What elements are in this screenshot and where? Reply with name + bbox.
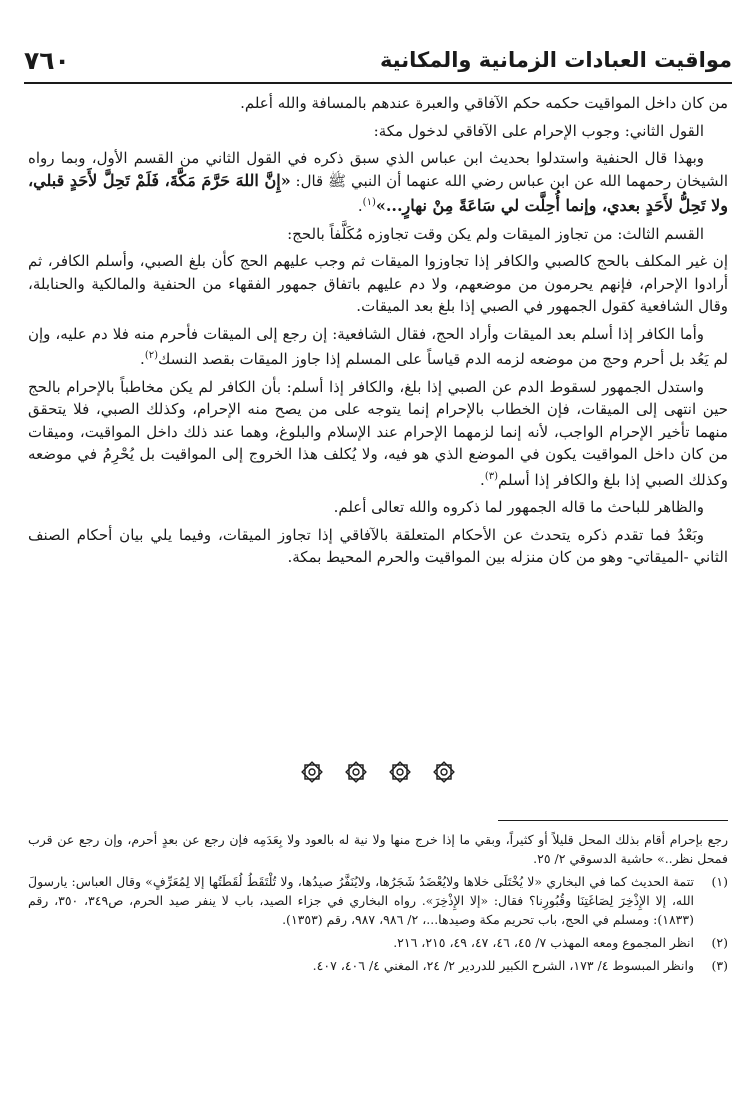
paragraph-9: وبَعْدُ فما تقدم ذكره يتحدث عن الأحكام المتعلقة بالآفاقي إذا تجاوز الميقات، وفيما يلي بيان أحكام الصنف الثاني -الميقاتي- وهو من كان منزله بين المواقيت والحرم المحيط بمكة. bbox=[28, 525, 728, 566]
paragraph-5: إن غير المكلف بالحج كالصبي والكافر إذا تجاوزوا الميقات ثم وجب عليهم الحج كأن بلغ الصبي، وأسلم الكافر، ثم أرادوا الإحرام، فإنهم يحرمون من موضعهم، ولا دم عليهم باتفاق جمهور الفقهاء من الحنفية والمالكية والحنابلة، وقال الشافعية كقول الجمهور في الصبي إذا بلغ بعد الميقات. bbox=[28, 252, 728, 315]
paragraph-7-end: . bbox=[480, 470, 485, 489]
paragraph-8: والظاهر للباحث ما قاله الجمهور لما ذكروه والله تعالى أعلم. bbox=[333, 498, 704, 516]
footnote-item bbox=[28, 872, 728, 929]
footnote-continuation: رجع بإحرام أقام بذلك المحل قليلاً أو كثيراً، وبقي ما إذا خرج منها ولا نية له بالعود ولا بِعَدَمِه فإن رجع عن بعدٍ أحرم، وإن رجع عن قرب فمحل نظر..» حاشية الدسوقي ٢/ ٢٥. bbox=[28, 832, 728, 866]
footnote-number: (٢) bbox=[711, 935, 728, 950]
paragraph-2: القول الثاني: وجوب الإحرام على الآفاقي لدخول مكة: bbox=[373, 121, 704, 140]
paragraph-7 bbox=[28, 376, 728, 492]
footnote-item bbox=[28, 933, 728, 952]
footnote-divider bbox=[498, 820, 728, 821]
paragraph-6-text: وأما الكافر إذا أسلم بعد الميقات وأراد الحج، فقال الشافعية: إن رجع إلى الميقات فأحرم منه فلا دم عليه، وإن لم يَعُد بل أحرم وحج من موضعه لزمه الدم قياساً على المسلم إذا جاوز الميقات بقصد النسك bbox=[28, 324, 728, 368]
paragraph-3-text: وبهذا قال الحنفية واستدلوا بحديث ابن عباس الذي سبق ذكره في القول الثاني من القسم الأول، وبما رواه الشيخان رحمهما الله عن ابن عباس رضي الله عنهما أن النبي ﷺ قال: bbox=[28, 149, 728, 190]
main-text bbox=[28, 92, 728, 574]
paragraph-3-end: . bbox=[357, 197, 363, 215]
footnote-text: انظر المجموع ومعه المهذب ٧/ ٤٥، ٤٦، ٤٧، ٤٩، ٢١٥، ٢١٦. bbox=[393, 935, 694, 950]
paragraph-7-text: واستدل الجمهور لسقوط الدم عن الصبي إذا بلغ، والكافر إذا أسلم: بأن الكافر لم يكن مخاطباً بالإحرام بالحج حين انتهى إلى الميقات، فإن الخطاب بالإحرام إنما يتوجه على من يصح منه الإحرام، وكذلك الصبي، فلا يتحقق منهما تأخير الإحرام الواجب، لأنه إنما لزمهما الإحرام عند الإسلام والبلوغ، وهما عند ذلك داخل المواقيت، وميقات من كان داخل المواقيت يكون في الموضع الذي هو فيه، ولا يُكلف هذا الخروج إلى المواقيت بل يُحْرِمُ في موضعه وكذلك الصبي إذا بلغ والكافر إذا أسلم bbox=[28, 377, 728, 489]
header-divider bbox=[24, 82, 732, 84]
footnote-text: تتمة الحديث كما في البخاري «لا يُخْتَلَى خلاها ولايُعْضَدُ شَجَرُها، ولايُنَفَّرُ صيدُها، ولا تُلْتَقَطُ لُقَطَتُها إلا لِمُعَرِّفٍ» وقال العباس: يارسولَ الله، إلا الإِذْخِرَ لِصَاغَتِنَا وقُبُورِنا؟ فقال: «إلا الإِذْخِرَ». رواه البخاري في جزاء الصيد، باب لا ينفر صيد الحرم، ص٣٤٩، ٣٥٠، رقم (١٨٣٣): ومسلم في الحج، باب تحريم مكة وصيدها...، ٢/ ٩٨٦، ٩٨٧، رقم (١٣٥٣). bbox=[28, 874, 695, 927]
paragraph-6-end: . bbox=[140, 350, 145, 368]
footnote-ref-3: (٣) bbox=[484, 470, 499, 482]
footnote-ref-1: (١) bbox=[362, 197, 376, 208]
octagram-ornament-icon bbox=[345, 761, 367, 783]
octagram-ornament-icon bbox=[301, 761, 323, 783]
paragraph-1: من كان داخل المواقيت حكمه حكم الآفاقي والعبرة عندهم بالمسافة والله أعلم. bbox=[240, 94, 728, 112]
paragraph-6 bbox=[28, 323, 728, 371]
paragraph-3 bbox=[28, 147, 728, 218]
octagram-ornament-icon bbox=[433, 761, 455, 783]
footnote-item bbox=[28, 956, 728, 975]
page-header bbox=[24, 40, 732, 80]
hadith-quote: «إِنَّ اللهَ حَرَّمَ مَكَّةَ، فَلَمْ تَحِلَّ لأَحَدٍ قبلي، ولا تَحِلُّ لأَحَدٍ بعدي، وإنما أُحِلَّت لي سَاعَةً مِنْ نهارٍ...» bbox=[28, 170, 728, 215]
footnote-ref-2: (٢) bbox=[144, 350, 158, 361]
footnote-number: (٣) bbox=[711, 958, 728, 973]
footnotes bbox=[28, 830, 728, 979]
page-number: ٧٦٠ bbox=[24, 45, 70, 75]
running-title: مواقيت العبادات الزمانية والمكانية bbox=[379, 48, 732, 72]
paragraph-4: القسم الثالث: من تجاوز الميقات ولم يكن وقت تجاوزه مُكَلَّفاً بالحج: bbox=[287, 224, 704, 243]
octagram-ornament-icon bbox=[389, 761, 411, 783]
footnote-number: (١) bbox=[711, 874, 728, 889]
footnote-text: وانظر المبسوط ٤/ ١٧٣، الشرح الكبير للدردير ٢/ ٢٤، المغني ٤/ ٤٠٦، ٤٠٧. bbox=[312, 958, 694, 973]
section-divider-ornaments bbox=[0, 761, 756, 783]
